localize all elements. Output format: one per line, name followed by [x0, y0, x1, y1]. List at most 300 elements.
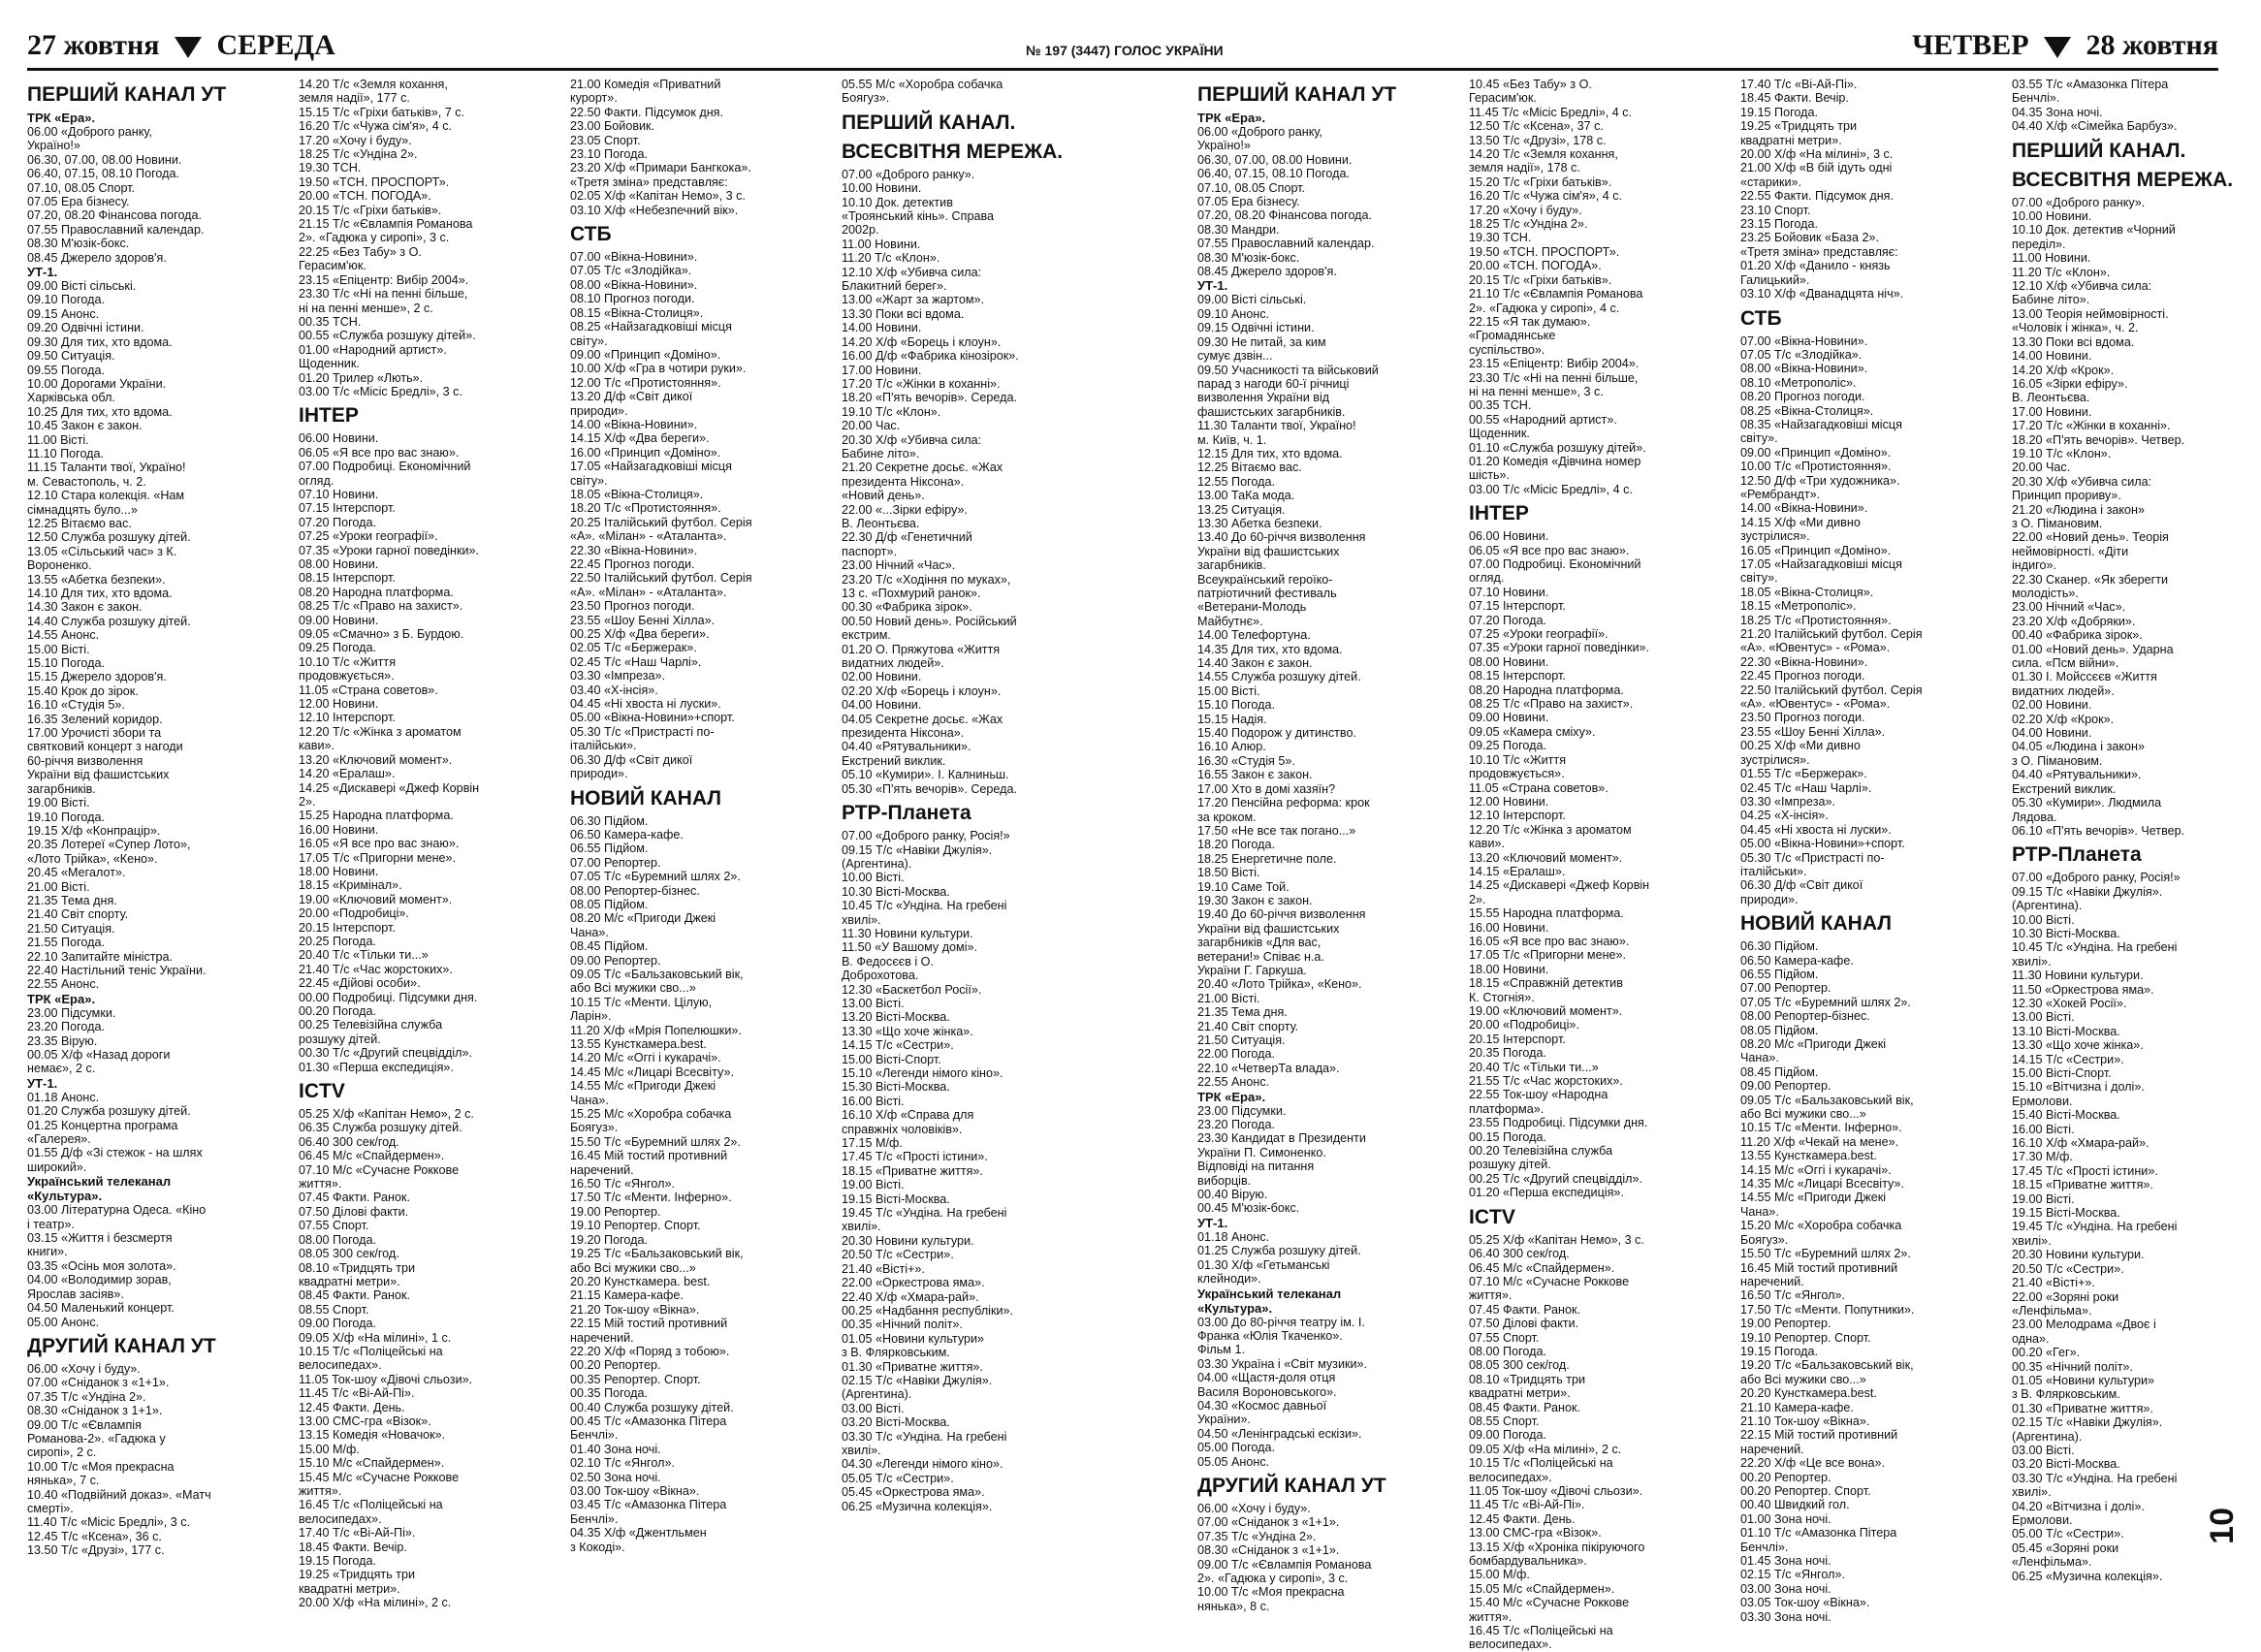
program-line: 07.00 Репортер.: [570, 855, 661, 870]
program-line: 03.55 Т/с «Амазонка Пітера: [2012, 78, 2169, 91]
program-line: 11.30 Новини культури.: [2012, 969, 2144, 983]
program-line: з В. Флярковським.: [842, 1346, 950, 1360]
program-line: 05.45 «Зоряні роки: [2012, 1541, 2119, 1555]
program-line: 05.45 «Оркестрова яма».: [842, 1485, 985, 1500]
program-line: сиропі», 2 с.: [27, 1446, 97, 1460]
program-line: 18.45 Факти. Вечір.: [1740, 91, 1849, 106]
program-line: 13.00 Вісті.: [2012, 1010, 2075, 1025]
program-line: 01.20 Трилер «Лють».: [299, 370, 424, 385]
program-line: Чана».: [570, 1093, 609, 1107]
program-line: шість».: [1469, 468, 1511, 483]
program-line: «Третя зміна» представляє:: [570, 175, 728, 189]
program-line: 00.20 Телевізійна служба: [1469, 1144, 1613, 1159]
program-line: 14.15 «Ералаш».: [1469, 864, 1566, 878]
program-line: 22.40 Настільний теніс України.: [27, 963, 207, 977]
program-line: 00.55 «Народний артист».: [1469, 412, 1617, 427]
program-line: Чана».: [1740, 1204, 1779, 1219]
program-line: 07.35 Т/с «Ундіна 2».: [27, 1389, 146, 1404]
program-line: 18.20 Т/с «Протистояння».: [570, 501, 721, 516]
program-line: 20.35 Лотереї «Супер Лото»,: [27, 838, 191, 852]
program-line: 14.45 М/с «Лицарі Всесвіту».: [570, 1064, 734, 1079]
program-line: 15.50 Т/с «Буремний шлях 2».: [570, 1134, 741, 1149]
program-line: Всеукраїнський героїко-: [1197, 572, 1333, 587]
program-line: 22.15 Мій тостий противний: [1740, 1428, 1898, 1443]
program-line: 07.20, 08.20 Фінансова погода.: [1197, 208, 1373, 223]
program-line: 01.20 Комедія «Дівчина номер: [1469, 454, 1641, 468]
program-line: Герасим'юк.: [299, 259, 366, 273]
program-line: 23.55 «Шоу Бенні Хілла».: [570, 613, 716, 627]
program-line: 17.30 М/ф.: [2012, 1150, 2073, 1164]
program-line: 17.05 Т/с «Пригорни мене».: [1469, 948, 1627, 963]
program-line: 20.40 «Лото Трійка», «Кено».: [1197, 977, 1362, 992]
program-line: 08.05 300 сек/год.: [299, 1247, 399, 1261]
program-line: 15.10 «Легенди німого кіно».: [842, 1066, 1003, 1080]
program-line: з Кокоді».: [570, 1540, 625, 1554]
program-line: 19.15 Вісті-Москва.: [842, 1191, 950, 1206]
program-line: 16.45 Мій тостий противний: [570, 1149, 728, 1163]
program-line: 12.55 Погода.: [1197, 474, 1275, 489]
program-line: 18.05 «Вікна-Столиця».: [1740, 585, 1874, 599]
program-line: 08.30 М'юзік-бокс.: [1197, 250, 1300, 265]
program-line: 09.55 Погода.: [27, 363, 105, 377]
program-line: 22.10 «ЧетверТа влада».: [1197, 1061, 1340, 1075]
program-line: 01.55 Т/с «Бержерак».: [1740, 767, 1867, 781]
program-line: 08.10 Прогноз погоди.: [570, 292, 695, 306]
program-line: 02.45 Т/с «Наш Чарлі».: [570, 654, 702, 669]
program-line: 22.55 Анонс.: [27, 977, 100, 992]
program-line: 08.00 Погода.: [299, 1232, 376, 1247]
header-rule: [27, 68, 2218, 71]
program-line: 19.50 «ТСН. ПРОСПОРТ».: [299, 175, 450, 189]
program-line: 13.00 Вісті.: [842, 996, 905, 1010]
schedule-column: [570, 78, 838, 1554]
program-line: 08.55 Спорт.: [1469, 1414, 1540, 1428]
program-line: 04.00 Новини.: [842, 698, 922, 713]
program-line: 18.50 Вісті.: [1197, 866, 1260, 880]
program-line: 01.18 Анонс.: [1197, 1229, 1270, 1244]
program-line: 13.00 ТаКа мода.: [1197, 489, 1295, 503]
program-line: 08.30 «Сніданок з 1+1».: [27, 1404, 163, 1418]
program-line: 10.15 Т/с «Менти. Цілую,: [570, 995, 713, 1009]
program-line: 03.30 Україна і «Світ музики».: [1197, 1356, 1368, 1371]
program-line: 21.55 Т/с «Час жорстоких».: [1469, 1074, 1623, 1089]
program-line: 23.30 Т/с «Ні на пенні більше,: [1469, 370, 1639, 385]
program-line: 12.25 Вітаємо вас.: [27, 516, 132, 530]
channel-heading: ДРУГИЙ КАНАЛ УТ: [1197, 1474, 1386, 1497]
program-line: 19.10 Репортер. Спорт.: [570, 1219, 701, 1233]
program-line: 06.30 Підйом.: [1740, 939, 1819, 954]
program-line: Принцип прориву».: [2012, 489, 2121, 503]
program-line: 20.20 Кунсткамера. best.: [570, 1274, 711, 1288]
program-line: 10.30 Вісті-Москва.: [842, 884, 950, 899]
program-line: 00.15 Погода.: [1469, 1129, 1546, 1144]
program-line: 19.10 Т/с «Клон».: [2012, 446, 2112, 461]
program-line: 14.00 Телефортуна.: [1197, 628, 1311, 643]
program-line: Василя Вороновського».: [1197, 1384, 1337, 1399]
program-line: 19.30 Закон є закон.: [1197, 893, 1313, 907]
program-line: 14.20 М/с «Оггі і кукарачі».: [570, 1051, 721, 1065]
program-line: 05.25 Х/ф «Капітан Немо», 2 с.: [299, 1107, 474, 1122]
program-line: 00.20 Репортер. Спорт.: [1740, 1484, 1871, 1498]
program-line: 07.00 «Доброго ранку».: [2012, 195, 2146, 209]
program-line: 16.45 Мій тостий противний: [1740, 1260, 1898, 1275]
program-line: 60-річчя визволення: [27, 753, 143, 768]
program-line: 10.45 Закон є закон.: [27, 419, 143, 433]
program-line: 13.50 Т/с «Друзі», 178 с.: [1469, 133, 1607, 147]
program-line: президента Ніксона».: [842, 726, 965, 741]
program-line: 04.30 «Легенди німого кіно».: [842, 1457, 1003, 1472]
program-line: 15.10 Погода.: [1197, 698, 1275, 713]
program-line: кави».: [1469, 837, 1506, 851]
program-line: 23.55 «Шоу Бенні Хілла».: [1740, 724, 1886, 739]
program-line: життя».: [299, 1177, 342, 1191]
program-line: 06.00 Новини.: [1469, 529, 1549, 544]
program-line: 10.00 Вісті.: [842, 871, 905, 885]
program-line: 11.05 Ток-шоу «Дівочі сльози».: [1469, 1484, 1643, 1498]
program-line: 09.00 «Принцип «Доміно».: [570, 347, 721, 362]
program-line: 03.00 Зона ночі.: [1740, 1581, 1831, 1596]
program-line: 22.45 «Дійові особи».: [299, 976, 421, 991]
program-line: 11.15 Таланти твої, Україно!: [27, 461, 186, 475]
program-line: 11.45 Т/с «Ві-Ай-Пі».: [299, 1386, 415, 1401]
program-line: 10.40 «Подвійний доказ». «Матч: [27, 1487, 211, 1502]
program-line: 21.15 Т/с «Євлампія Романова: [299, 217, 473, 232]
program-line: Боягуз».: [842, 91, 890, 106]
program-line: 10.00 Новини.: [2012, 209, 2092, 224]
program-line: 12.45 Т/с «Ксена», 36 с.: [27, 1529, 162, 1543]
program-line: квадратні метри».: [1740, 133, 1842, 147]
program-line: 09.25 Погода.: [299, 641, 376, 655]
program-line: 06.25 «Музична колекція».: [842, 1499, 993, 1513]
program-line: Бабине літо».: [842, 446, 920, 461]
program-line: або Всі мужики сво...»: [1740, 1372, 1866, 1386]
program-line: 08.00 «Вікна-Новини».: [1740, 362, 1868, 376]
program-line: 15.25 М/с «Хоробра собачка: [570, 1107, 732, 1122]
program-line: 14.35 Для тих, хто вдома.: [1197, 642, 1343, 656]
program-line: 16.05 «Зірки ефіру».: [2012, 376, 2128, 391]
program-line: з О. Пімановим.: [2012, 753, 2103, 768]
program-line: 22.20 Х/ф «Поряд з тобою».: [570, 1344, 730, 1358]
program-line: 13 с. «Похмурий ранок».: [842, 587, 981, 600]
program-line: 20.15 Т/с «Гріхи батьків».: [299, 203, 442, 217]
program-line: «старики».: [1740, 175, 1802, 189]
program-line: 14.55 Служба розшуку дітей.: [1197, 670, 1361, 684]
program-line: 19.15 Вісті-Москва.: [2012, 1206, 2120, 1221]
program-line: 21.00 Вісті.: [1197, 991, 1260, 1005]
program-line: зустрілися».: [1740, 752, 1810, 767]
program-line: 18.15 «Метрополіс».: [1740, 599, 1857, 614]
program-line: 08.15 «Вікна-Столиця».: [570, 305, 704, 320]
program-line: 22.30 Сканер. «Як зберегти: [2012, 572, 2169, 587]
program-line: 19.30 ТСН.: [299, 161, 362, 175]
program-line: 19.00 Вісті.: [2012, 1191, 2075, 1206]
channel-subheading: ТРК «Ера».: [1197, 1089, 1266, 1104]
program-line: 06.45 М/с «Спайдермен».: [299, 1149, 445, 1163]
program-line: 04.05 «Людина і закон»: [2012, 740, 2145, 754]
channel-heading: ПЕРШИЙ КАНАЛ УТ: [27, 83, 227, 106]
program-line: 07.20 Погода.: [1469, 613, 1546, 627]
program-line: Фільм 1.: [1197, 1343, 1245, 1357]
program-line: 07.20 Погода.: [299, 515, 376, 529]
program-line: 10.10 Док. детектив: [842, 195, 953, 209]
program-line: 07.00 «Вікна-Новини».: [1740, 334, 1868, 348]
program-line: 20.25 Італійський футбол. Серія: [570, 515, 752, 529]
program-line: 20.00 Х/ф «На мілині», 3 с.: [1740, 147, 1894, 162]
program-line: Бабине літо».: [2012, 293, 2090, 307]
program-line: 07.00 «Сніданок з «1+1».: [27, 1376, 170, 1390]
program-line: 12.30 «Хокей Росії».: [2012, 996, 2127, 1010]
program-line: 20.35 Погода.: [1469, 1046, 1546, 1061]
program-line: молодість».: [2012, 587, 2079, 600]
program-line: суспільство».: [1469, 342, 1545, 357]
program-line: 23.25 Бойовик «База 2».: [1740, 231, 1879, 245]
program-line: зустрілися».: [1740, 529, 1810, 544]
program-line: 16.30 «Студія 5».: [1197, 753, 1295, 768]
program-line: Бенчлі».: [2012, 91, 2060, 106]
program-line: 07.10, 08.05 Спорт.: [1197, 180, 1306, 195]
program-line: або Всі мужики сво...»: [570, 981, 696, 996]
program-line: «Ленфільма».: [2012, 1555, 2092, 1570]
program-line: 09.00 Новини.: [299, 613, 379, 627]
program-line: Щоденник.: [299, 357, 360, 371]
program-line: (Аргентина).: [842, 856, 912, 871]
program-line: 07.05 Ера бізнесу.: [27, 195, 130, 209]
program-line: Галицький».: [1740, 272, 1810, 287]
program-line: 11.00 Новини.: [2012, 251, 2091, 266]
program-line: 14.20 Т/с «Земля кохання,: [299, 78, 448, 91]
program-line: 11.05 «Страна советов».: [299, 683, 438, 697]
program-line: 21.40 «Вісті+».: [2012, 1276, 2095, 1290]
program-line: 17.15 М/ф.: [842, 1136, 903, 1151]
program-line: одна».: [2012, 1331, 2050, 1346]
program-line: 08.25 Т/с «Право на захист».: [1469, 697, 1634, 712]
program-line: 22.50 Італійський футбол. Серія: [570, 571, 752, 586]
program-line: 08.05 Підйом.: [1740, 1023, 1819, 1037]
program-line: 08.45 Факти. Ранок.: [1469, 1400, 1580, 1414]
program-line: 13.55 Кунсткамера.best.: [1740, 1149, 1877, 1163]
program-line: 14.00 «Вікна-Новини».: [570, 417, 698, 431]
program-line: 16.00 «Принцип «Доміно».: [570, 445, 721, 460]
program-line: 15.40 Подорож у дитинство.: [1197, 726, 1356, 741]
program-line: 04.35 Зона ночі.: [2012, 105, 2103, 119]
program-line: 00.05 Х/ф «Назад дороги: [27, 1048, 171, 1062]
program-line: України від фашистських: [1197, 921, 1340, 936]
program-line: 18.25 Т/с «Ундіна 2».: [1469, 217, 1588, 232]
program-line: 23.50 Прогноз погоди.: [570, 599, 695, 614]
program-line: 20.45 «Мегалот».: [27, 866, 126, 880]
program-line: 08.10 «Тридцять три: [1469, 1372, 1586, 1386]
program-line: 09.10 Анонс.: [1197, 306, 1270, 321]
program-line: 06.05 «Я все про вас знаю».: [1469, 543, 1630, 557]
program-line: 16.00 Новини.: [1469, 920, 1549, 935]
program-line: 04.00 Новини.: [2012, 726, 2092, 741]
program-line: 17.50 «Не все так погано...»: [1197, 823, 1356, 838]
program-line: нянька», 7 с.: [27, 1474, 100, 1488]
program-line: 03.40 «Х-інсія».: [570, 683, 658, 697]
program-line: 10.15 Т/с «Поліцейські на: [299, 1344, 443, 1358]
schedule-column: [1740, 78, 2008, 1624]
program-line: 17.50 Т/с «Менти. Попутники».: [1740, 1302, 1915, 1317]
program-line: Бенчлі».: [570, 1511, 619, 1526]
program-line: 23.15 «Епіцентр: Вибір 2004».: [1469, 357, 1640, 371]
program-line: 20.15 Інтерспорт.: [1469, 1032, 1566, 1046]
program-line: 16.00 Вісті.: [842, 1094, 905, 1108]
program-line: 23.00 Підсумки.: [1197, 1103, 1287, 1118]
program-line: 23.20 Х/ф «Добряки».: [2012, 614, 2136, 628]
schedule-column: [299, 78, 566, 1610]
program-line: 05.30 «П'ять вечорів». Середа.: [842, 781, 1017, 796]
program-line: 09.00 Погода.: [1469, 1428, 1546, 1443]
program-line: 21.15 Камера-кафе.: [570, 1288, 684, 1303]
program-line: 05.05 Т/с «Сестри».: [842, 1471, 954, 1485]
program-line: 15.40 Крок до зірок.: [27, 683, 139, 698]
program-line: 22.50 Факти. Підсумок дня.: [570, 105, 723, 119]
program-line: 12.50 Т/с «Ксена», 37 с.: [1469, 119, 1604, 134]
program-line: 03.15 «Життя і безсмертя: [27, 1231, 173, 1246]
program-line: 07.00 «Доброго ранку, Росія!»: [842, 829, 1010, 843]
program-line: 06.25 «Музична колекція».: [2012, 1569, 2163, 1583]
program-line: 12.10 Інтерспорт.: [1469, 809, 1566, 823]
program-line: 21.55 Погода.: [27, 936, 105, 950]
program-line: Блакитний берег».: [842, 279, 947, 294]
program-line: 15.15 Надія.: [1197, 712, 1267, 726]
program-line: паспорт».: [842, 544, 897, 558]
program-line: 22.55 Анонс.: [1197, 1075, 1270, 1090]
schedule-column: [27, 78, 295, 1558]
program-line: 19.00 Репортер.: [570, 1204, 661, 1219]
program-line: 08.45 Підйом.: [570, 939, 649, 954]
program-line: 08.35 «Найзагадковіші місця: [1740, 417, 1902, 431]
program-line: 14.15 Х/ф «Ми дивно: [1740, 515, 1861, 529]
program-line: 06.00 Новини.: [299, 431, 379, 446]
program-line: 09.05 Т/с «Бальзаковський вік,: [1740, 1093, 1914, 1107]
right-page-schedule: [1197, 78, 2261, 1652]
program-line: або Всі мужики сво...»: [570, 1260, 696, 1275]
program-line: 21.50 Ситуація.: [27, 921, 115, 936]
program-line: 08.45 Джерело здоров'я.: [27, 250, 167, 265]
channel-subheading: ТРК «Ера».: [27, 111, 96, 125]
program-line: 2».: [1469, 892, 1486, 906]
program-line: 01.10 «Служба розшуку дітей».: [1469, 440, 1646, 455]
program-line: 15.05 М/с «Спайдермен».: [1469, 1581, 1615, 1596]
program-line: квадратні метри».: [299, 1274, 400, 1288]
program-line: 18.15 «Справжній детектив: [1469, 976, 1623, 991]
program-line: 17.40 Т/с «Ві-Ай-Пі».: [299, 1526, 416, 1541]
down-triangle-icon: [175, 37, 202, 58]
program-line: 16.05 «Принцип «Доміно».: [1740, 543, 1892, 557]
program-line: 05.00 «Вікна-Новини»+спорт.: [1740, 837, 1905, 851]
program-line: 11.10 Погода.: [27, 446, 105, 461]
program-line: (Аргентина).: [2012, 899, 2083, 913]
program-line: продовжується».: [299, 669, 395, 683]
program-line: 17.00 Хто в домі хазяїн?: [1197, 781, 1336, 796]
program-line: 09.15 Т/с «Навіки Джулія».: [842, 842, 993, 857]
program-line: 00.00 Подробиці. Підсумки дня.: [299, 990, 478, 1004]
program-line: 15.00 Вісті.: [27, 642, 90, 656]
program-line: 13.00 Теорія неймовірності.: [2012, 306, 2169, 321]
program-line: 20.40 Т/с «Тільки ти...»: [1469, 1060, 1599, 1074]
program-line: 07.55 Православний календар.: [27, 222, 205, 237]
program-line: 06.50 Камера-кафе.: [1740, 953, 1854, 968]
program-line: 23.00 Підсумки.: [27, 1005, 116, 1020]
program-line: 16.50 Т/с «Янгол».: [570, 1177, 675, 1191]
program-line: Герасим'юк.: [1469, 91, 1537, 106]
program-line: 08.30 Мандри.: [1197, 222, 1280, 237]
channel-subheading: «Культура».: [27, 1189, 103, 1204]
program-line: земля надії», 178 с.: [1469, 161, 1580, 175]
program-line: Романова-2». «Гадюка у: [27, 1431, 166, 1446]
program-line: 12.00 Новини.: [299, 697, 379, 712]
program-line: 10.15 Т/с «Менти. Інферно».: [1740, 1121, 1902, 1135]
program-line: 12.50 Служба розшуку дітей.: [27, 530, 191, 545]
program-line: України Г. Гаркуша.: [1197, 963, 1307, 977]
program-line: 09.05 Х/ф «На мілині», 1 с.: [299, 1330, 452, 1345]
program-line: 15.00 Вісті-Спорт.: [2012, 1066, 2112, 1080]
program-line: життя».: [299, 1484, 342, 1498]
program-line: 07.00 Подробиці. Економічний: [1469, 557, 1641, 571]
program-line: 10.45 Т/с «Ундіна. На гребені: [2012, 940, 2178, 955]
program-line: Чана».: [1740, 1051, 1779, 1065]
program-line: 05.00 Т/с «Сестри».: [2012, 1527, 2124, 1541]
program-line: 14.20 Х/ф «Крок».: [2012, 363, 2115, 377]
program-line: загарбників.: [27, 781, 96, 796]
program-line: 13.05 «Сільський час» з К.: [27, 544, 177, 558]
program-line: 00.25 Телевізійна служба: [299, 1018, 443, 1032]
program-line: 12.25 Вітаємо вас.: [1197, 461, 1302, 475]
program-line: Екстрений виклик.: [842, 753, 946, 768]
program-line: сила. «Псм війни».: [2012, 656, 2119, 671]
program-line: Чана».: [570, 925, 609, 939]
program-line: 06.00 «Доброго ранку,: [27, 125, 152, 139]
program-line: природи».: [1740, 892, 1799, 906]
program-line: 07.35 Т/с «Ундіна 2».: [1197, 1529, 1317, 1543]
channel-heading: ПЕРШИЙ КАНАЛ.: [842, 111, 1016, 134]
program-line: 11.20 Х/ф «Чекай на мене».: [1740, 1134, 1899, 1149]
program-line: 07.25 «Уроки географії».: [1469, 627, 1608, 642]
program-line: 11.05 «Страна советов».: [1469, 780, 1608, 795]
program-line: 00.55 «Служба розшуку дітей».: [299, 329, 476, 343]
program-line: «Новий день».: [842, 489, 925, 503]
program-line: «Рембрандт».: [1740, 487, 1821, 501]
page-header: [27, 27, 2218, 66]
program-line: видатних людей».: [842, 656, 944, 671]
program-line: 17.40 Т/с «Ві-Ай-Пі».: [1740, 78, 1858, 91]
program-line: 21.35 Тема дня.: [27, 893, 117, 907]
program-line: справжніх чоловіків».: [842, 1122, 963, 1136]
channel-subheading: УТ-1.: [1197, 1215, 1228, 1230]
program-line: 09.00 Т/с «Євлампія: [27, 1417, 142, 1432]
program-line: 19.15 Погода.: [1740, 105, 1818, 119]
program-line: 08.00 Новини.: [1469, 654, 1549, 669]
program-line: 07.05 Т/с «Злодійка».: [1740, 347, 1863, 362]
program-line: 00.35 Погода.: [570, 1386, 648, 1401]
program-line: 10.25 Для тих, хто вдома.: [27, 404, 173, 419]
program-line: Боягуз».: [1740, 1232, 1789, 1247]
program-line: 20.00 Час.: [842, 419, 901, 433]
channel-heading: ICTV: [299, 1080, 345, 1103]
program-line: «Ленфільма».: [2012, 1303, 2092, 1318]
program-line: 10.00 Т/с «Протистояння».: [1740, 460, 1892, 474]
program-line: індиго».: [2012, 558, 2056, 573]
program-line: 11.30 Новини культури.: [842, 926, 973, 940]
program-line: Ермолови.: [2012, 1513, 2073, 1527]
program-line: 09.05 Т/с «Бальзаковський вік,: [570, 967, 744, 981]
program-line: України П. Симоненко.: [1197, 1145, 1326, 1160]
program-line: 08.05 300 сек/год.: [1469, 1358, 1570, 1373]
program-line: 08.00 Погода.: [1469, 1344, 1546, 1358]
channel-heading: НОВИЙ КАНАЛ: [1740, 912, 1892, 936]
program-line: 17.00 Новини.: [2012, 404, 2092, 419]
